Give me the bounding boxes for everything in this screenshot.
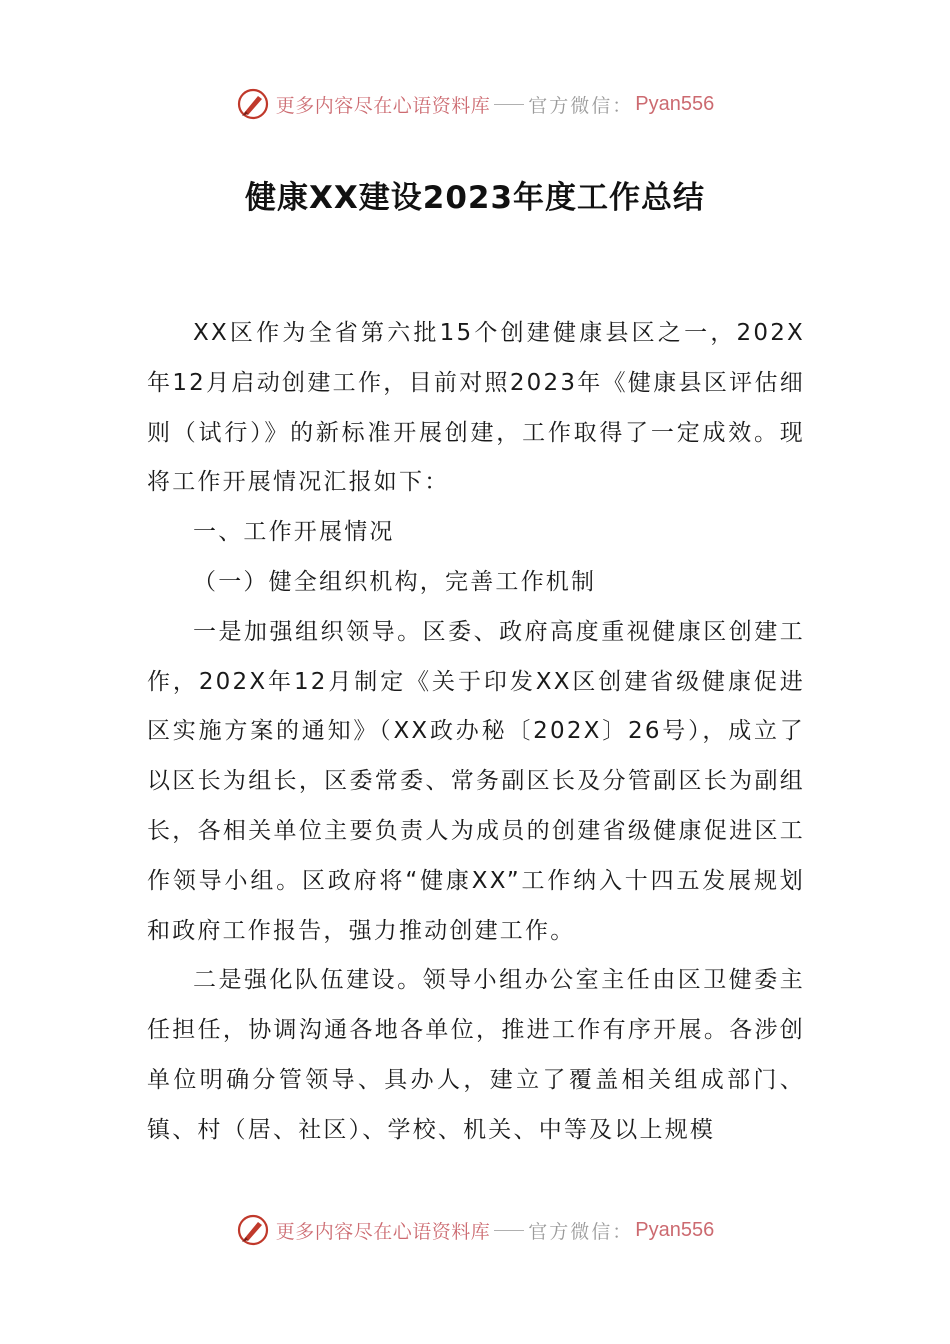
section-heading: 一、工作开展情况 (193, 519, 395, 546)
watermark-text: 更多内容尽在心语资料库 (275, 94, 491, 117)
paragraph-intro: XX区作为全省第六批15个创建健康县区之一，202X年12月启动创建工作，目前对照2023年《健康县区评估细则（试行）》的新标准开展创建，工作取得了一定成效。现将工作开展情况汇报如下： (147, 320, 805, 496)
document-body (147, 309, 805, 1156)
document-title: 健康XX建设2023年度工作总结 (244, 180, 706, 216)
pen-logo-icon (236, 1213, 270, 1247)
subsection-heading: （一）健全组织机构，完善工作机制 (193, 568, 597, 595)
watermark-wechat-id: Pyan556 (635, 92, 715, 115)
pen-logo-icon (236, 87, 270, 121)
paragraph-leadership: 一是加强组织领导。区委、政府高度重视健康区创建工作，202X年12月制定《关于印发XX区创建省级健康促进区实施方案的通知》（XX政办秘〔202X〕26号），成立了以区长为组长，区委常委、常务副区长及分管副区长为副组长，各相关单位主要负责人为成员的创建省级健康促进区工作领导小组。区政府将“健康XX”工作纳入十四五发展规划和政府工作报告，强力推动创建工作。 (147, 618, 805, 944)
footer-watermark (0, 1210, 950, 1250)
watermark-wechat-id: Pyan556 (635, 1218, 715, 1241)
paragraph-team-building: 二是强化队伍建设。领导小组办公室主任由区卫健委主任担任，协调沟通各地各单位，推进工作有序开展。各涉创单位明确分管领导、具办人，建立了覆盖相关组成部门、镇、村（居、社区）、学校、机关、中等及以上规模 (147, 967, 805, 1143)
watermark-divider (494, 1230, 524, 1231)
header-watermark (0, 84, 950, 124)
watermark-text: 更多内容尽在心语资料库 (275, 1220, 491, 1243)
watermark-wechat-label: 官方微信： (528, 1220, 634, 1243)
watermark-wechat-label: 官方微信： (528, 94, 634, 117)
watermark-divider (494, 104, 524, 105)
